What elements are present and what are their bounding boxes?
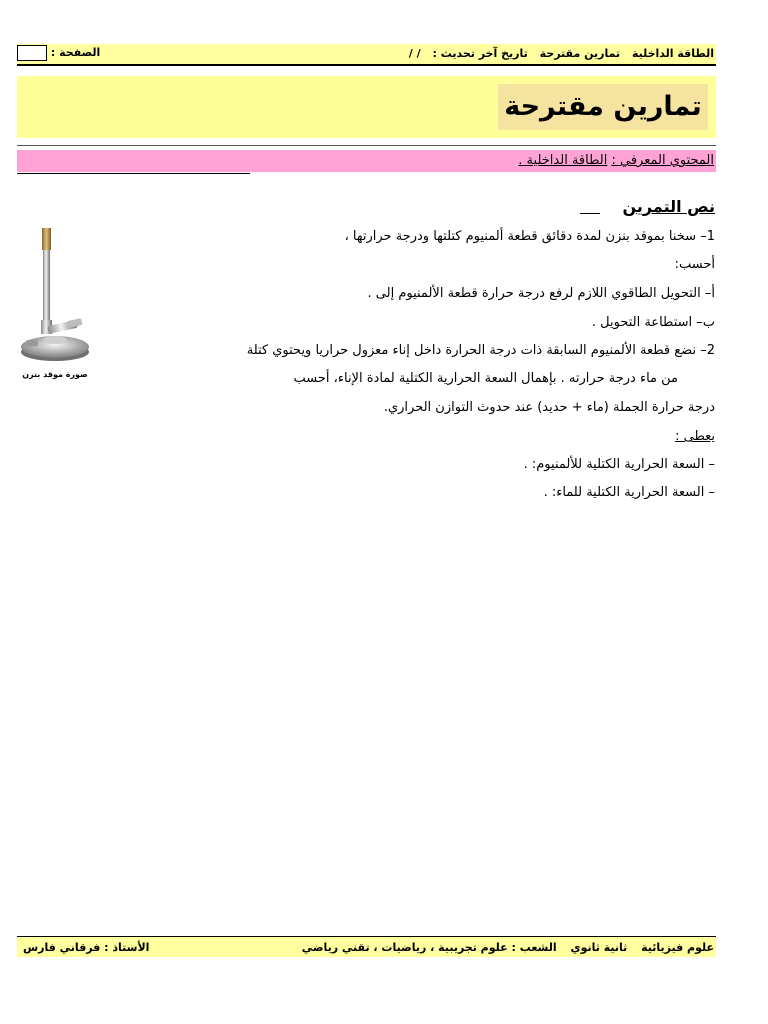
page-number-box: [17, 45, 47, 61]
header-page: [17, 45, 100, 61]
title-band: [17, 76, 716, 138]
exercise-heading: نص التمرين: [622, 197, 715, 216]
exercise-line: 2– نضع قطعة الألمنيوم السابقة ذات درجة الحرارة داخل إناء معزول حراريا ويحتوي كتلة: [246, 343, 715, 358]
given-item: – السعة الحرارية الكتلية للماء: .: [543, 485, 715, 500]
content-underline: [17, 173, 250, 174]
bunsen-burner-image: [18, 226, 94, 371]
footer-subject: علوم فيزيائية: [641, 941, 714, 954]
footer-teacher: الأستاذ : فرقاني فارس: [23, 941, 150, 954]
exercise-line: درجة حرارة الجملة (ماء + حديد) عند حدوث التوازن الحراري.: [383, 400, 715, 415]
divider: [17, 145, 716, 146]
given-item: – السعة الحرارية الكتلية للألمنيوم: .: [523, 457, 715, 472]
image-caption: صورة موقد بنزن: [22, 370, 88, 379]
content-bar: [17, 150, 716, 172]
exercise-line: 1– سخنا بموقد بنزن لمدة دقائق قطعة ألمنيوم كتلتها ودرجة حرارتها ،: [344, 229, 715, 244]
page-header: [17, 44, 716, 66]
footer-level: ثانية ثانوي: [570, 941, 628, 954]
content-label: المحتوي المعرفي :: [611, 153, 714, 168]
content-value: الطاقة الداخلية .: [518, 153, 608, 168]
header-info: [401, 47, 714, 60]
page-title: تمارين مقترحة: [498, 84, 708, 130]
heading-line: [580, 213, 600, 214]
exercise-line: أحسب:: [674, 257, 715, 272]
page-footer: [17, 936, 716, 957]
header-subject: الطاقة الداخلية: [631, 47, 714, 60]
exercise-line: أ– التحويل الطاقوي اللازم لرفع درجة حرارة قطعة الألمنيوم إلى .: [367, 286, 715, 301]
header-page-label: الصفحة :: [50, 46, 101, 59]
footer-streams: الشعب : علوم تجريبية ، رياضيات ، تقني رياضي: [301, 941, 557, 954]
given-label: يعطى :: [675, 429, 715, 444]
exercise-line: ب– استطاعة التحويل .: [591, 315, 715, 330]
exercise-line: من ماء درجة حرارته . بإهمال السعة الحرارية الكتلية لمادة الإناء، أحسب: [293, 371, 678, 386]
header-update-label: تاريخ آخر تحديث :: [432, 47, 528, 60]
header-series: تمارين مقترحة: [539, 47, 621, 60]
header-update-date: / /: [408, 47, 421, 60]
